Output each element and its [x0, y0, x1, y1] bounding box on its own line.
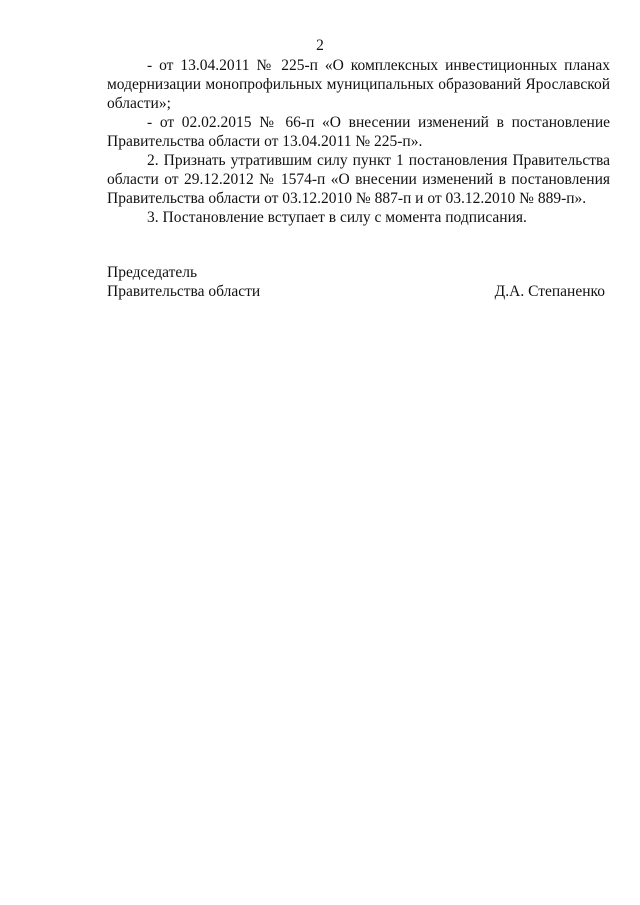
paragraph-repeal-item-2: - от 02.02.2015 № 66-п «О внесении изменений в постановление Правительства области от 13.04.2011 № 225-п».	[107, 114, 610, 150]
signatory-name: Д.А. Степаненко	[494, 283, 605, 300]
signatory-position-line1: Председатель	[107, 264, 198, 281]
document-body	[107, 56, 610, 227]
paragraph-clause-2: 2. Признать утратившим силу пункт 1 постановления Правительства области от 29.12.2012 № 1574-п «О внесении изменений в постановления Правительства области от 03.12.2010 № 887-п и от 03.12.2010 № 889-п».	[107, 152, 610, 207]
signatory-position-line2: Правительства области	[107, 283, 261, 300]
signature-block	[107, 263, 605, 301]
paragraph-clause-3: 3. Постановление вступает в силу с момента подписания.	[147, 209, 527, 226]
page-number: 2	[316, 37, 324, 54]
paragraph-repeal-item-1: - от 13.04.2011 № 225-п «О комплексных инвестиционных планах модернизации монопрофильных муниципальных образований Ярославской области»;	[107, 57, 610, 112]
signature-row	[107, 282, 605, 301]
